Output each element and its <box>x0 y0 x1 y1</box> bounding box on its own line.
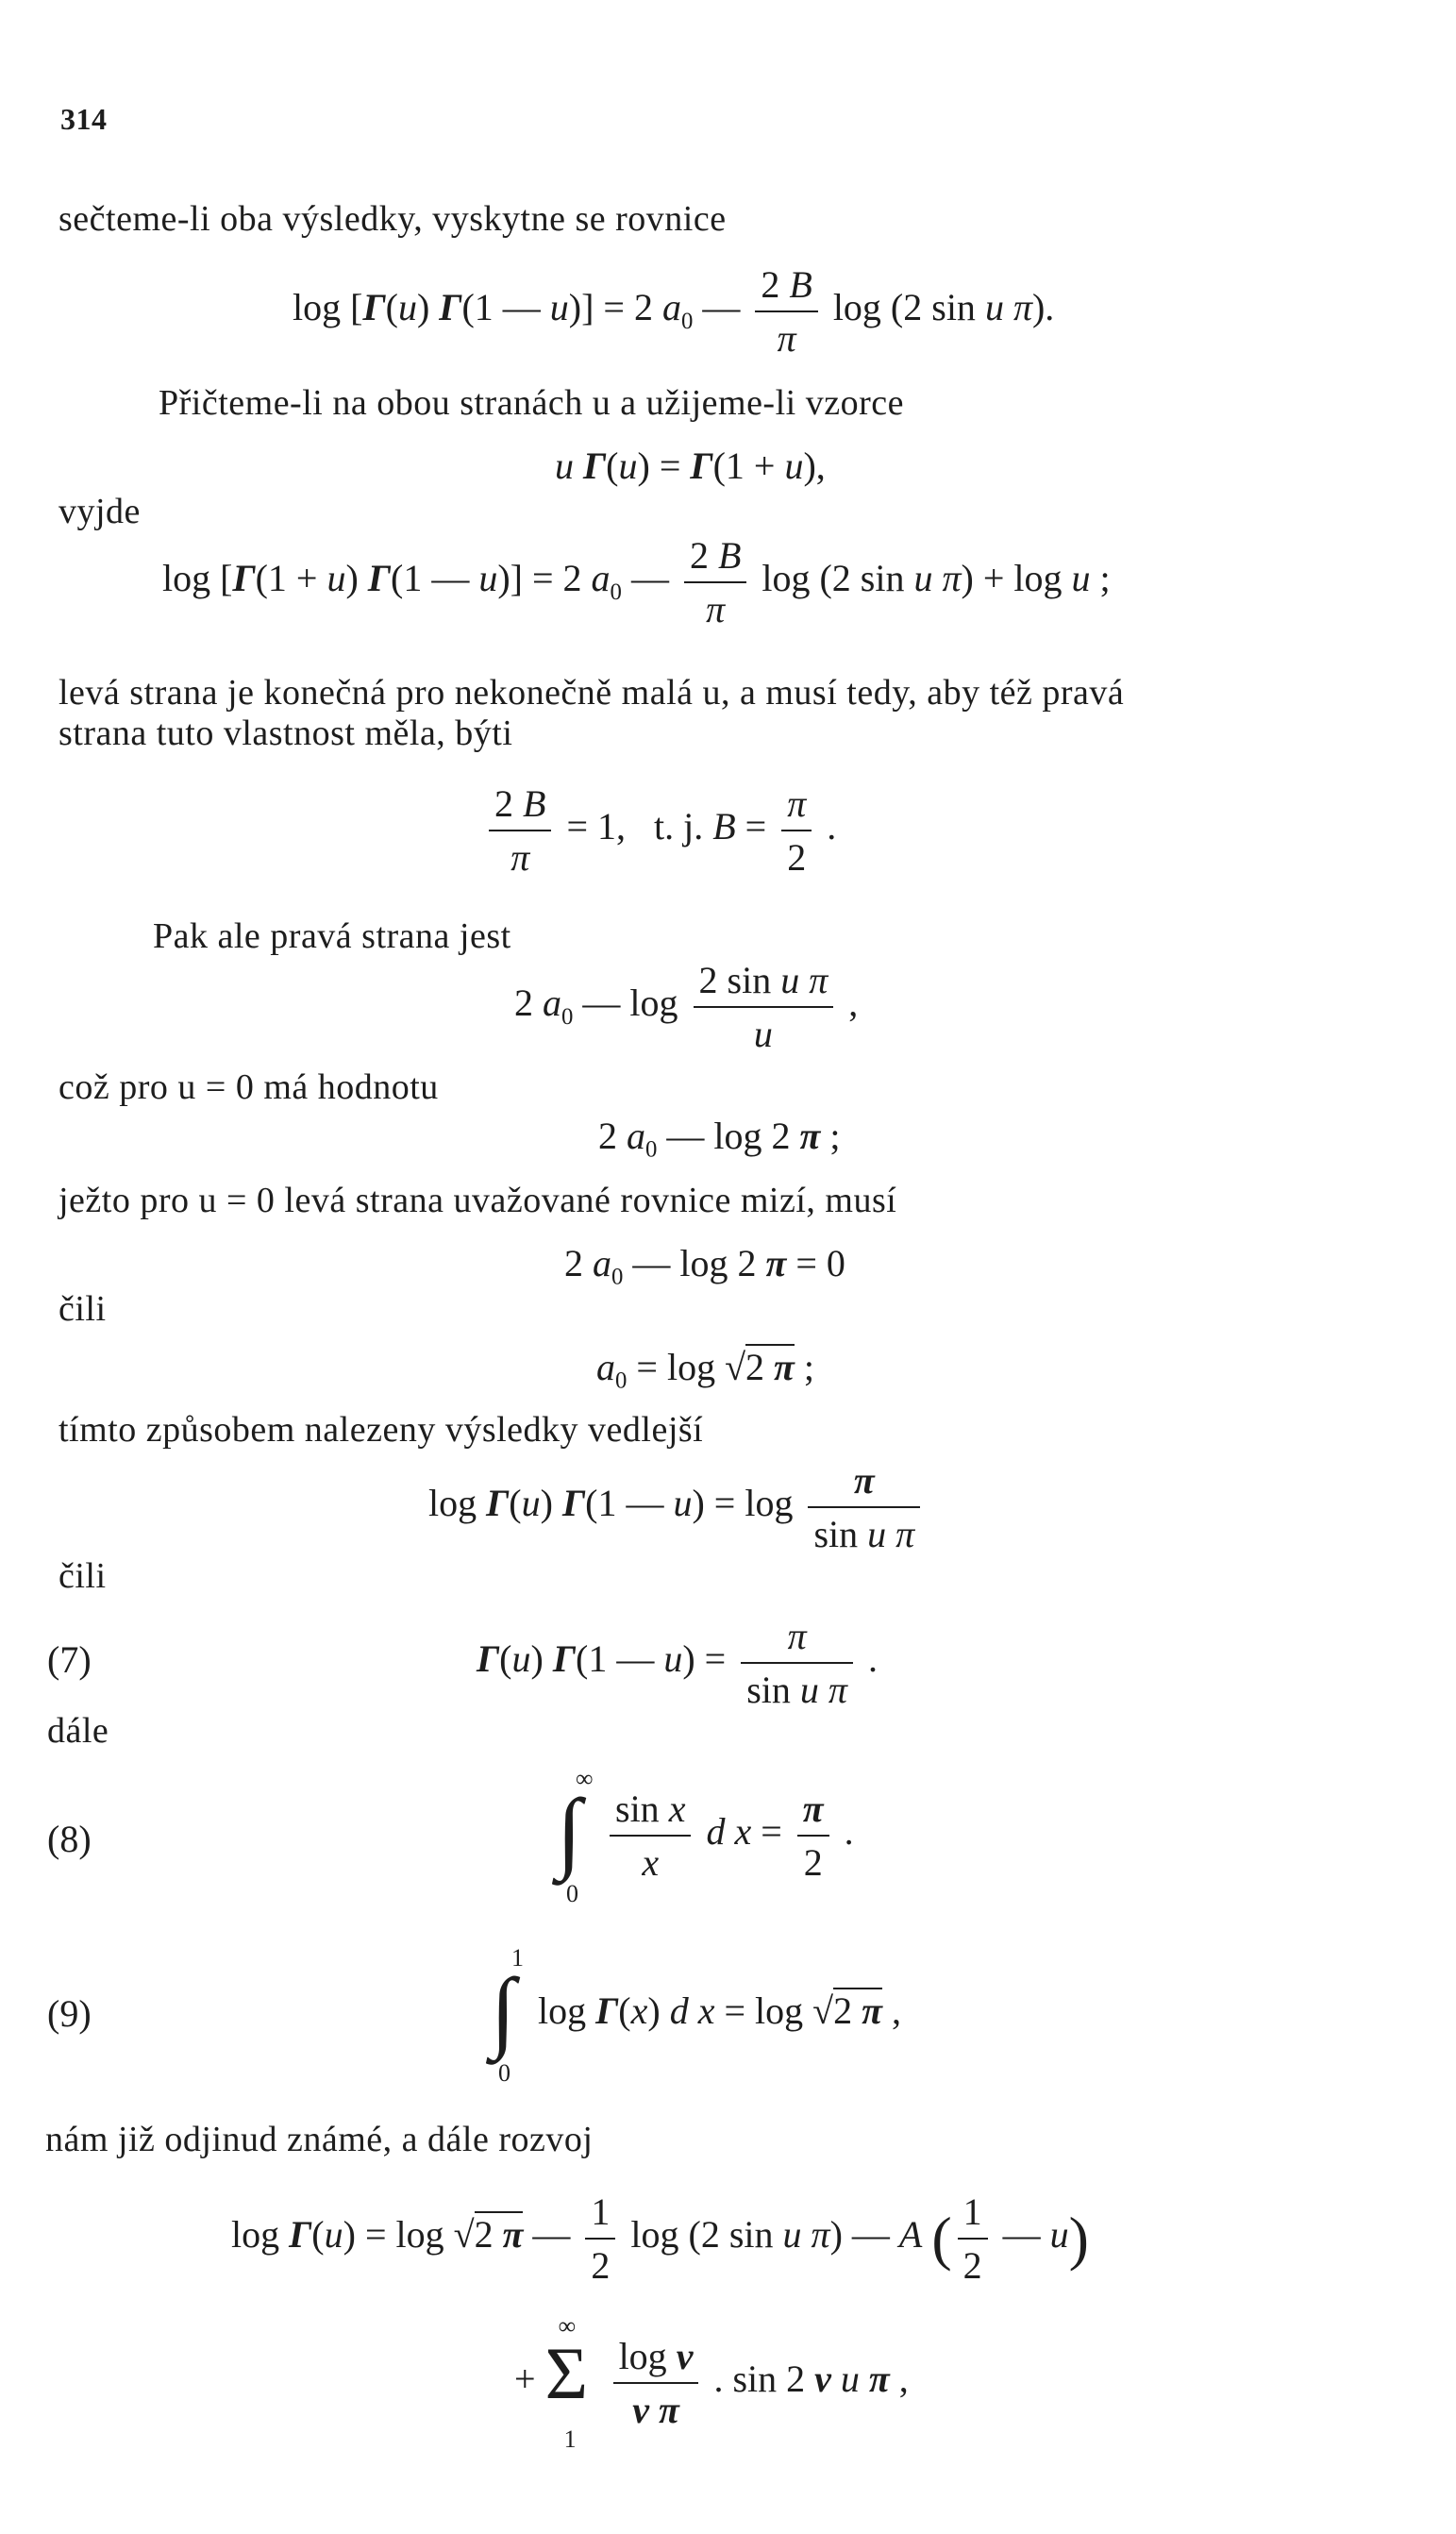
paragraph-text: tímto způsobem nalezeny výsledky vedlejší <box>59 1410 704 1450</box>
paragraph-text: což pro u = 0 má hodnotu <box>59 1067 439 1107</box>
page-number: 314 <box>60 102 108 136</box>
equation-a0: $a_0 = \log √2$ π ; <box>596 1346 814 1394</box>
equation-reflection-formula: Γ(u) Γ(1 — u) = $\frac{\pi}{\text{sin u π}}$ . <box>477 1615 878 1711</box>
equation-vanishing: 2 $a_0$ — log 2 π = 0 <box>564 1242 845 1290</box>
paragraph-text: vyjde <box>59 492 141 531</box>
equation-number: (9) <box>47 1992 92 2035</box>
paragraph-text: čili <box>59 1556 107 1596</box>
paragraph-text: levá strana je konečná pro nekonečně malá u, a musí tedy, aby též pravá <box>59 673 1125 713</box>
equation-value-at-zero: 2 $a_0$ — log 2 π ; <box>598 1115 841 1163</box>
equation-log-gamma-shifted: log [Γ(1 + u) Γ(1 — u)] = 2 $a_0$ — $\frac{2 B}{\pi}$ log (2 sin u π) + log u ; <box>162 534 1111 630</box>
equation-raabe-integral: 1 ∫ 0 log Γ(x) d x = log √2 π , <box>491 1944 901 2087</box>
paragraph-text: strana tuto vlastnost měla, býti <box>59 713 513 753</box>
paragraph-text: ježto pro u = 0 levá strana uvažované rovnice mizí, musí <box>59 1181 897 1220</box>
paragraph-text: Přičteme-li na obou stranách u a užijeme-li vzorce <box>159 383 904 423</box>
equation-log-gamma-product: log [Γ(u) Γ(1 — u)] = 2 $a_0$ — $\frac{2 B}{\pi}$ log (2 sin u π). <box>293 263 1055 360</box>
equation-dirichlet-integral: ∞ ∫ 0 $\frac{\text{sin x}}{x}$ d x = $\frac{\pi}{2}$ . <box>557 1765 854 1907</box>
equation-right-side: 2 $a_0$ — log $\frac{\text{2 sin u π}}{u}$ , <box>514 959 859 1055</box>
equation-log-reflection: log Γ(u) Γ(1 — u) = log $\frac{\pi}{\text{sin u π}}$ <box>428 1458 926 1556</box>
paragraph-text: Pak ale pravá strana jest <box>153 916 511 956</box>
paragraph-text: nám již odjinud známé, a dále rozvoj <box>45 2120 594 2159</box>
paragraph-text: sečteme-li oba výsledky, vyskytne se rovnice <box>59 199 727 239</box>
equation-fourier-series: + ∞ Σ 1 $\frac{\text{log ν}}{\text{ν π}}$ . sin 2 ν u π , <box>514 2312 909 2453</box>
equation-b-value: $\frac{2 B}{\pi}$ = 1, t. j. B = $\frac{\pi}{2}$ . <box>483 781 836 880</box>
equation-number: (8) <box>47 1818 92 1860</box>
tj-abbreviation: t. j. <box>654 805 704 848</box>
equation-number: (7) <box>47 1638 92 1681</box>
equation-functional-relation: u Γ(u) = Γ(1 + u), <box>555 445 826 487</box>
paragraph-text: čili <box>59 1289 107 1329</box>
equation-log-gamma-expansion: log Γ(u) = log √2 π — $\frac{1}{2}$ log (2 sin u π) — A ( $\frac{1}{2}$ — u) <box>231 2190 1089 2287</box>
paragraph-text: dále <box>47 1711 109 1751</box>
